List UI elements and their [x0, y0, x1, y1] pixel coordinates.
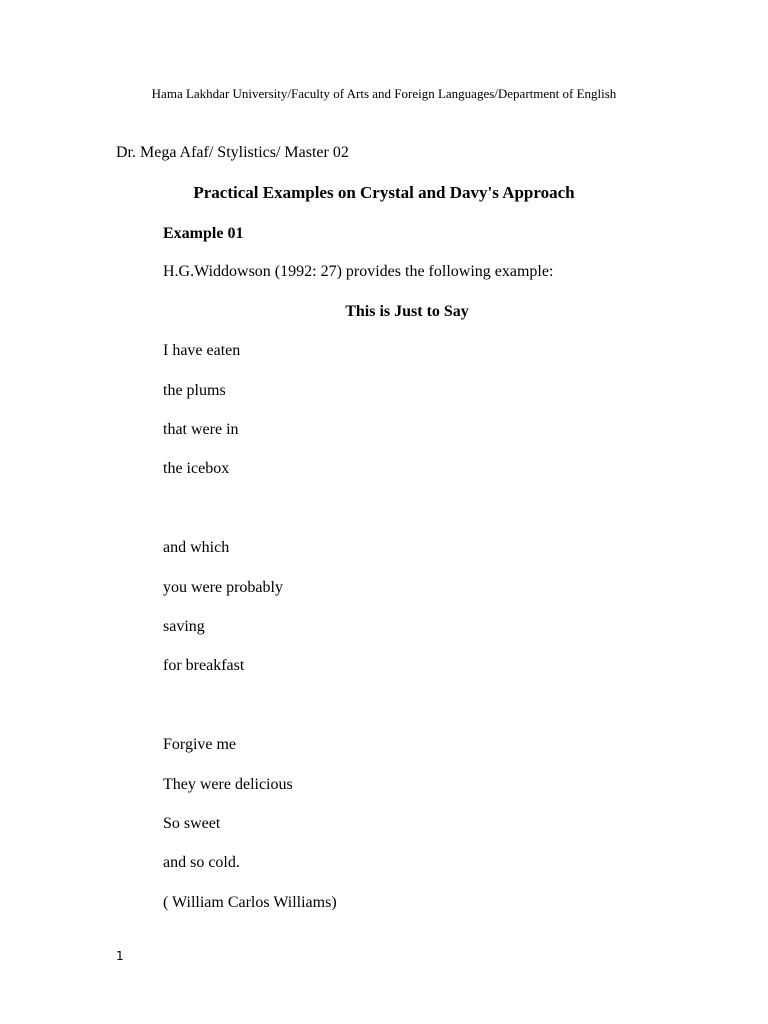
poem-line: you were probably: [163, 579, 283, 596]
poem-line: the plums: [163, 382, 226, 399]
poem-line: and so cold.: [163, 854, 240, 871]
poem-line: for breakfast: [163, 657, 245, 674]
poem-line: saving: [163, 618, 205, 635]
poem-line: They were delicious: [163, 776, 293, 793]
page-number: 1: [116, 949, 124, 963]
example-intro: H.G.Widdowson (1992: 27) provides the following example:: [163, 263, 554, 280]
poem-line: Forgive me: [163, 736, 237, 753]
poem-line: the icebox: [163, 460, 230, 477]
example-label: Example 01: [163, 225, 244, 242]
poem-line: I have eaten: [163, 342, 241, 359]
poem-line: So sweet: [163, 815, 221, 832]
poem-line: and which: [163, 539, 230, 556]
poem-title: This is Just to Say: [345, 303, 469, 320]
poem-line: that were in: [163, 421, 239, 438]
author-course-line: Dr. Mega Afaf/ Stylistics/ Master 02: [116, 144, 349, 161]
document-title: Practical Examples on Crystal and Davy's Approach: [193, 183, 575, 202]
poem-attribution: ( William Carlos Williams): [163, 894, 337, 911]
page-header: Hama Lakhdar University/Faculty of Arts and Foreign Languages/Department of English: [151, 86, 617, 101]
